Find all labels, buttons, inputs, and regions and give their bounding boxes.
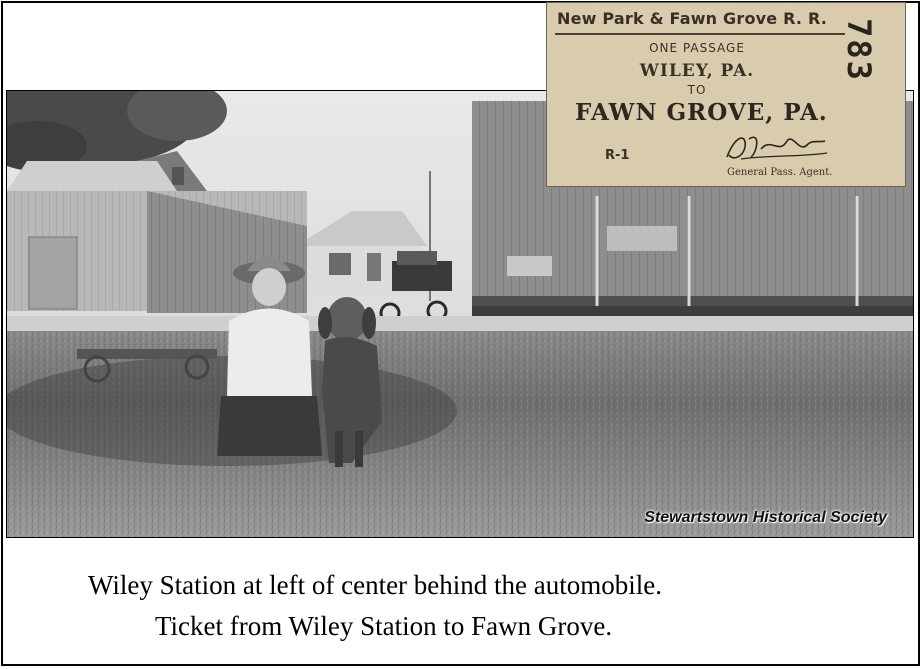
ticket-rule: [555, 33, 845, 35]
photo-watermark: Stewartstown Historical Society: [644, 509, 887, 526]
ticket-railroad-name: New Park & Fawn Grove R. R.: [557, 9, 828, 28]
agent-signature: [721, 127, 831, 167]
ticket-origin: WILEY, PA.: [639, 61, 755, 81]
railroad-ticket: [546, 2, 906, 187]
ticket-number-box: [839, 7, 889, 87]
ticket-number: 783: [839, 18, 878, 82]
ticket-passage: ONE PASSAGE: [649, 41, 745, 55]
caption-line-2: Ticket from Wiley Station to Fawn Grove.: [155, 611, 613, 641]
ticket-to-word: TO: [687, 83, 707, 97]
ticket-destination: FAWN GROVE, PA.: [575, 99, 828, 126]
caption-line-1: Wiley Station at left of center behind the automobile.: [88, 570, 662, 600]
ticket-agent-title: General Pass. Agent.: [727, 167, 833, 178]
ticket-class-code: R-1: [605, 148, 630, 163]
